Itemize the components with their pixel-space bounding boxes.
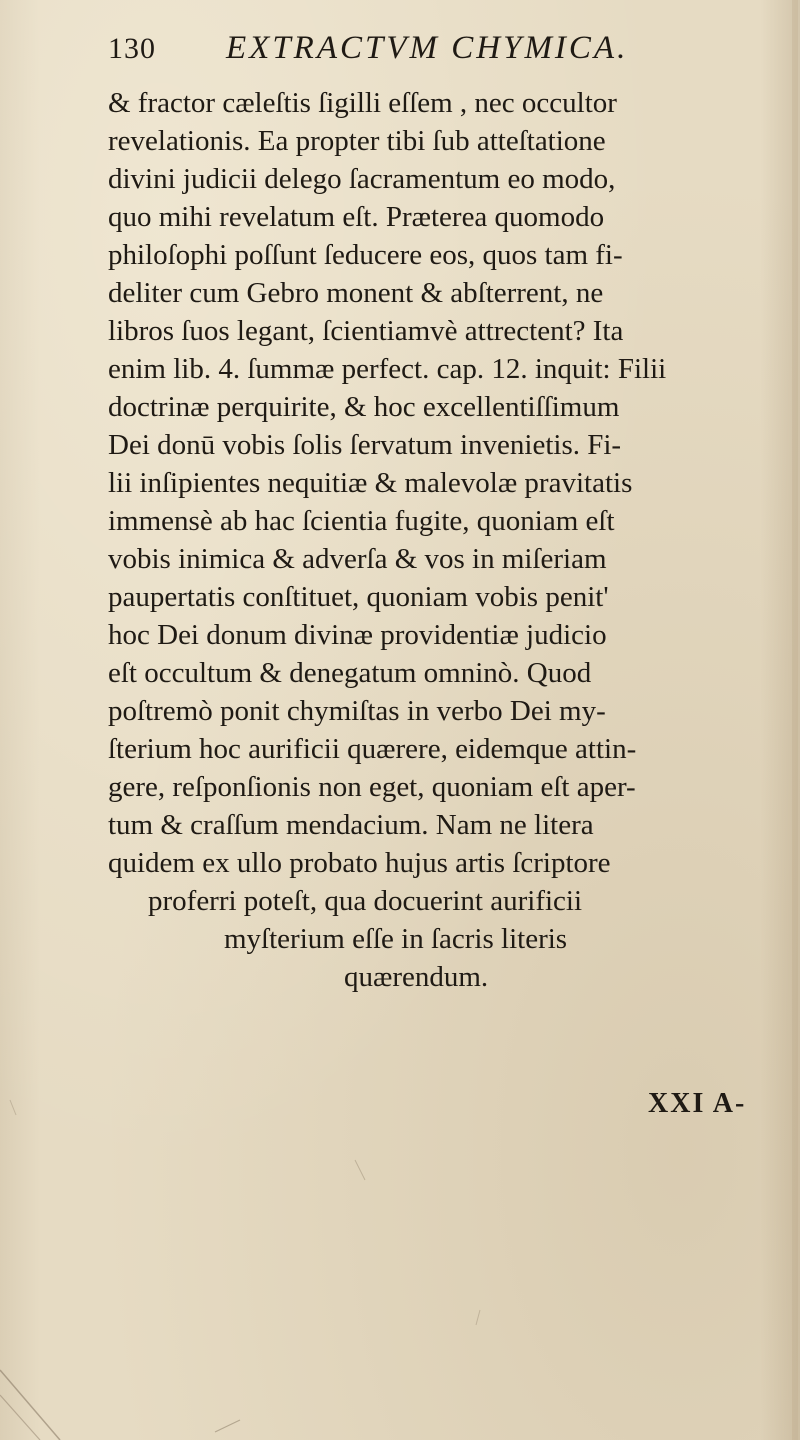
text-line: quo mihi revelatum eſt. Præterea quomodo [108, 201, 605, 233]
page-number: 130 [108, 32, 156, 65]
text-line: paupertatis conſtituet, quoniam vobis penit' [108, 581, 609, 613]
body-text [108, 84, 788, 996]
text-line: ſterium hoc aurificii quærere, eidemque attin- [108, 733, 637, 765]
text-line: divini judicii delego ſacramentum eo modo, [108, 163, 616, 195]
page-header [108, 30, 728, 80]
text-line: lii inſipientes nequitiæ & malevolæ pravitatis [108, 467, 633, 499]
text-line: quidem ex ullo probato hujus artis ſcriptore [108, 847, 611, 879]
text-line: & fractor cæleſtis ſigilli eſſem , nec occultor [108, 87, 617, 119]
text-line: libros ſuos legant, ſcientiamvè attrectent? Ita [108, 315, 624, 347]
text-line: enim lib. 4. ſummæ perfect. cap. 12. inquit: Filii [108, 353, 667, 385]
text-line: poſtremò ponit chymiſtas in verbo Dei my- [108, 695, 606, 727]
text-line: philoſophi poſſunt ſeducere eos, quos tam fi- [108, 239, 623, 271]
text-line: eſt occultum & denegatum omninò. Quod [108, 657, 592, 689]
text-line: Dei donū vobis ſolis ſervatum invenietis. Fi- [108, 429, 622, 461]
text-line: doctrinæ perquirite, & hoc excellentiſſimum [108, 391, 620, 423]
text-line: revelationis. Ea propter tibi ſub atteſtatione [108, 125, 606, 157]
text-line: proferri poteſt, qua docuerint aurificii [148, 885, 583, 917]
text-line: tum & craſſum mendacium. Nam ne litera [108, 809, 594, 841]
text-line: hoc Dei donum divinæ providentiæ judicio [108, 619, 607, 651]
text-line: vobis inimica & adverſa & vos in miſeriam [108, 543, 607, 575]
text-line: myſterium eſſe in ſacris literis [224, 923, 568, 955]
text-line: gere, reſponſionis non eget, quoniam eſt aper- [108, 771, 636, 803]
text-line: immensè ab hac ſcientia fugite, quoniam eſt [108, 505, 615, 537]
text-line: quærendum. [344, 961, 489, 993]
catchword: XXI A- [648, 1088, 747, 1119]
running-head: EXTRACTVM CHYMICA. [226, 30, 629, 66]
text-line: deliter cum Gebro monent & abſterrent, ne [108, 277, 604, 309]
